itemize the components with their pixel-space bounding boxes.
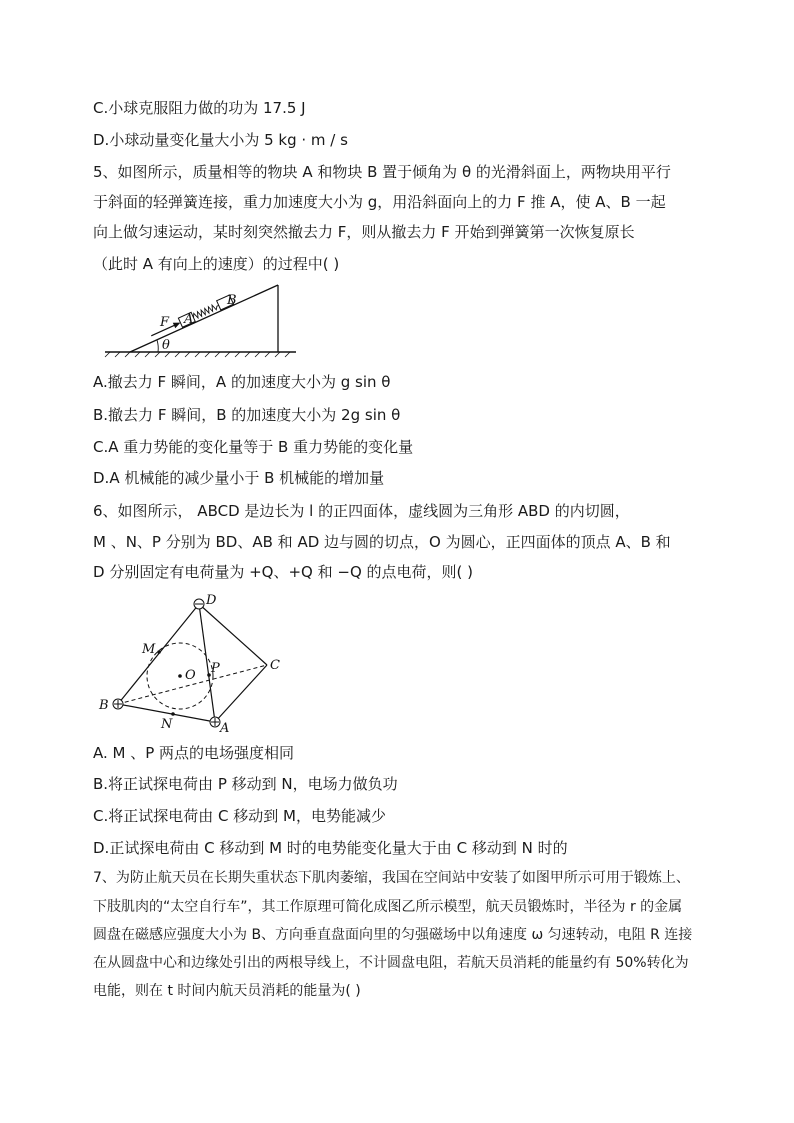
q5-stem-line2: 于斜面的轻弹簧连接，重力加速度大小为 g，用沿斜面向上的力 F 推 A，使 A、B 一起 (93, 193, 666, 211)
q7-stem-line1: 7、为防止航天员在长期失重状态下肌肉萎缩，我国在空间站中安装了如图甲所示可用于锻炼上、 (93, 870, 690, 886)
label-F: F (160, 315, 170, 330)
label-C: C (270, 658, 280, 673)
label-B: B (227, 293, 237, 308)
q4-option-c: C.小球克服阻力做的功为 17.5 J (93, 99, 306, 117)
q7-stem-line3: 圆盘在磁感应强度大小为 B、方向垂直盘面向里的匀强磁场中以角速度 ω 匀速转动，电阻 R 连接 (93, 927, 693, 943)
label-B: B (99, 698, 109, 713)
q7-stem-line2: 下肢肌肉的“太空自行车”，其工作原理可简化成图乙所示模型，航天员锻炼时，半径为 r 的金属 (93, 899, 683, 915)
label-M: M (142, 642, 156, 657)
q6-option-a: A. M 、P 两点的电场强度相同 (93, 744, 295, 762)
label-P: P (211, 661, 220, 676)
label-A: A (220, 721, 230, 736)
q6-option-b: B.将正试探电荷由 P 移动到 N，电场力做负功 (93, 775, 398, 793)
label-O: O (185, 668, 196, 683)
q7-stem-line5: 电能，则在 t 时间内航天员消耗的能量为( ) (93, 983, 361, 999)
label-A: A (184, 312, 194, 327)
q6-option-d: D.正试探电荷由 C 移动到 M 时的电势能变化量大于由 C 移动到 N 时的 (93, 839, 568, 857)
q6-stem-line3: D 分别固定有电荷量为 +Q、+Q 和 −Q 的点电荷，则( ) (93, 563, 473, 581)
label-theta: θ (162, 338, 170, 353)
q6-option-c: C.将正试探电荷由 C 移动到 M，电势能减少 (93, 807, 386, 825)
q5-stem-line3: 向上做匀速运动，某时刻突然撤去力 F，则从撤去力 F 开始到弹簧第一次恢复原长 (93, 223, 635, 241)
q5-option-d: D.A 机械能的减少量小于 B 机械能的增加量 (93, 469, 385, 487)
q5-stem-line1: 5、如图所示，质量相等的物块 A 和物块 B 置于倾角为 θ 的光滑斜面上，两物块用平行 (93, 163, 671, 181)
label-D: D (206, 593, 217, 608)
q5-option-b: B.撤去力 F 瞬间，B 的加速度大小为 2g sin θ (93, 406, 401, 424)
q5-stem-line4: （此时 A 有向上的速度）的过程中( ) (93, 255, 340, 273)
q6-stem-line1: 6、如图所示， ABCD 是边长为 l 的正四面体，虚线圆为三角形 ABD 的内切圆， (93, 502, 630, 520)
tetrahedron-figure (95, 592, 295, 737)
label-N: N (161, 717, 173, 732)
q7-stem-line4: 在从圆盘中心和边缘处引出的两根导线上，不计圆盘电阻，若航天员消耗的能量约有 50%转化为 (93, 955, 689, 971)
q6-stem-line2: M 、N、P 分别为 BD、AB 和 AD 边与圆的切点，O 为圆心，正四面体的顶点 A、B 和 (93, 533, 671, 551)
q4-option-d: D.小球动量变化量大小为 5 kg · m / s (93, 131, 348, 149)
q5-option-c: C.A 重力势能的变化量等于 B 重力势能的变化量 (93, 438, 414, 456)
incline-figure (100, 280, 300, 360)
q5-option-a: A.撤去力 F 瞬间，A 的加速度大小为 g sin θ (93, 373, 391, 391)
